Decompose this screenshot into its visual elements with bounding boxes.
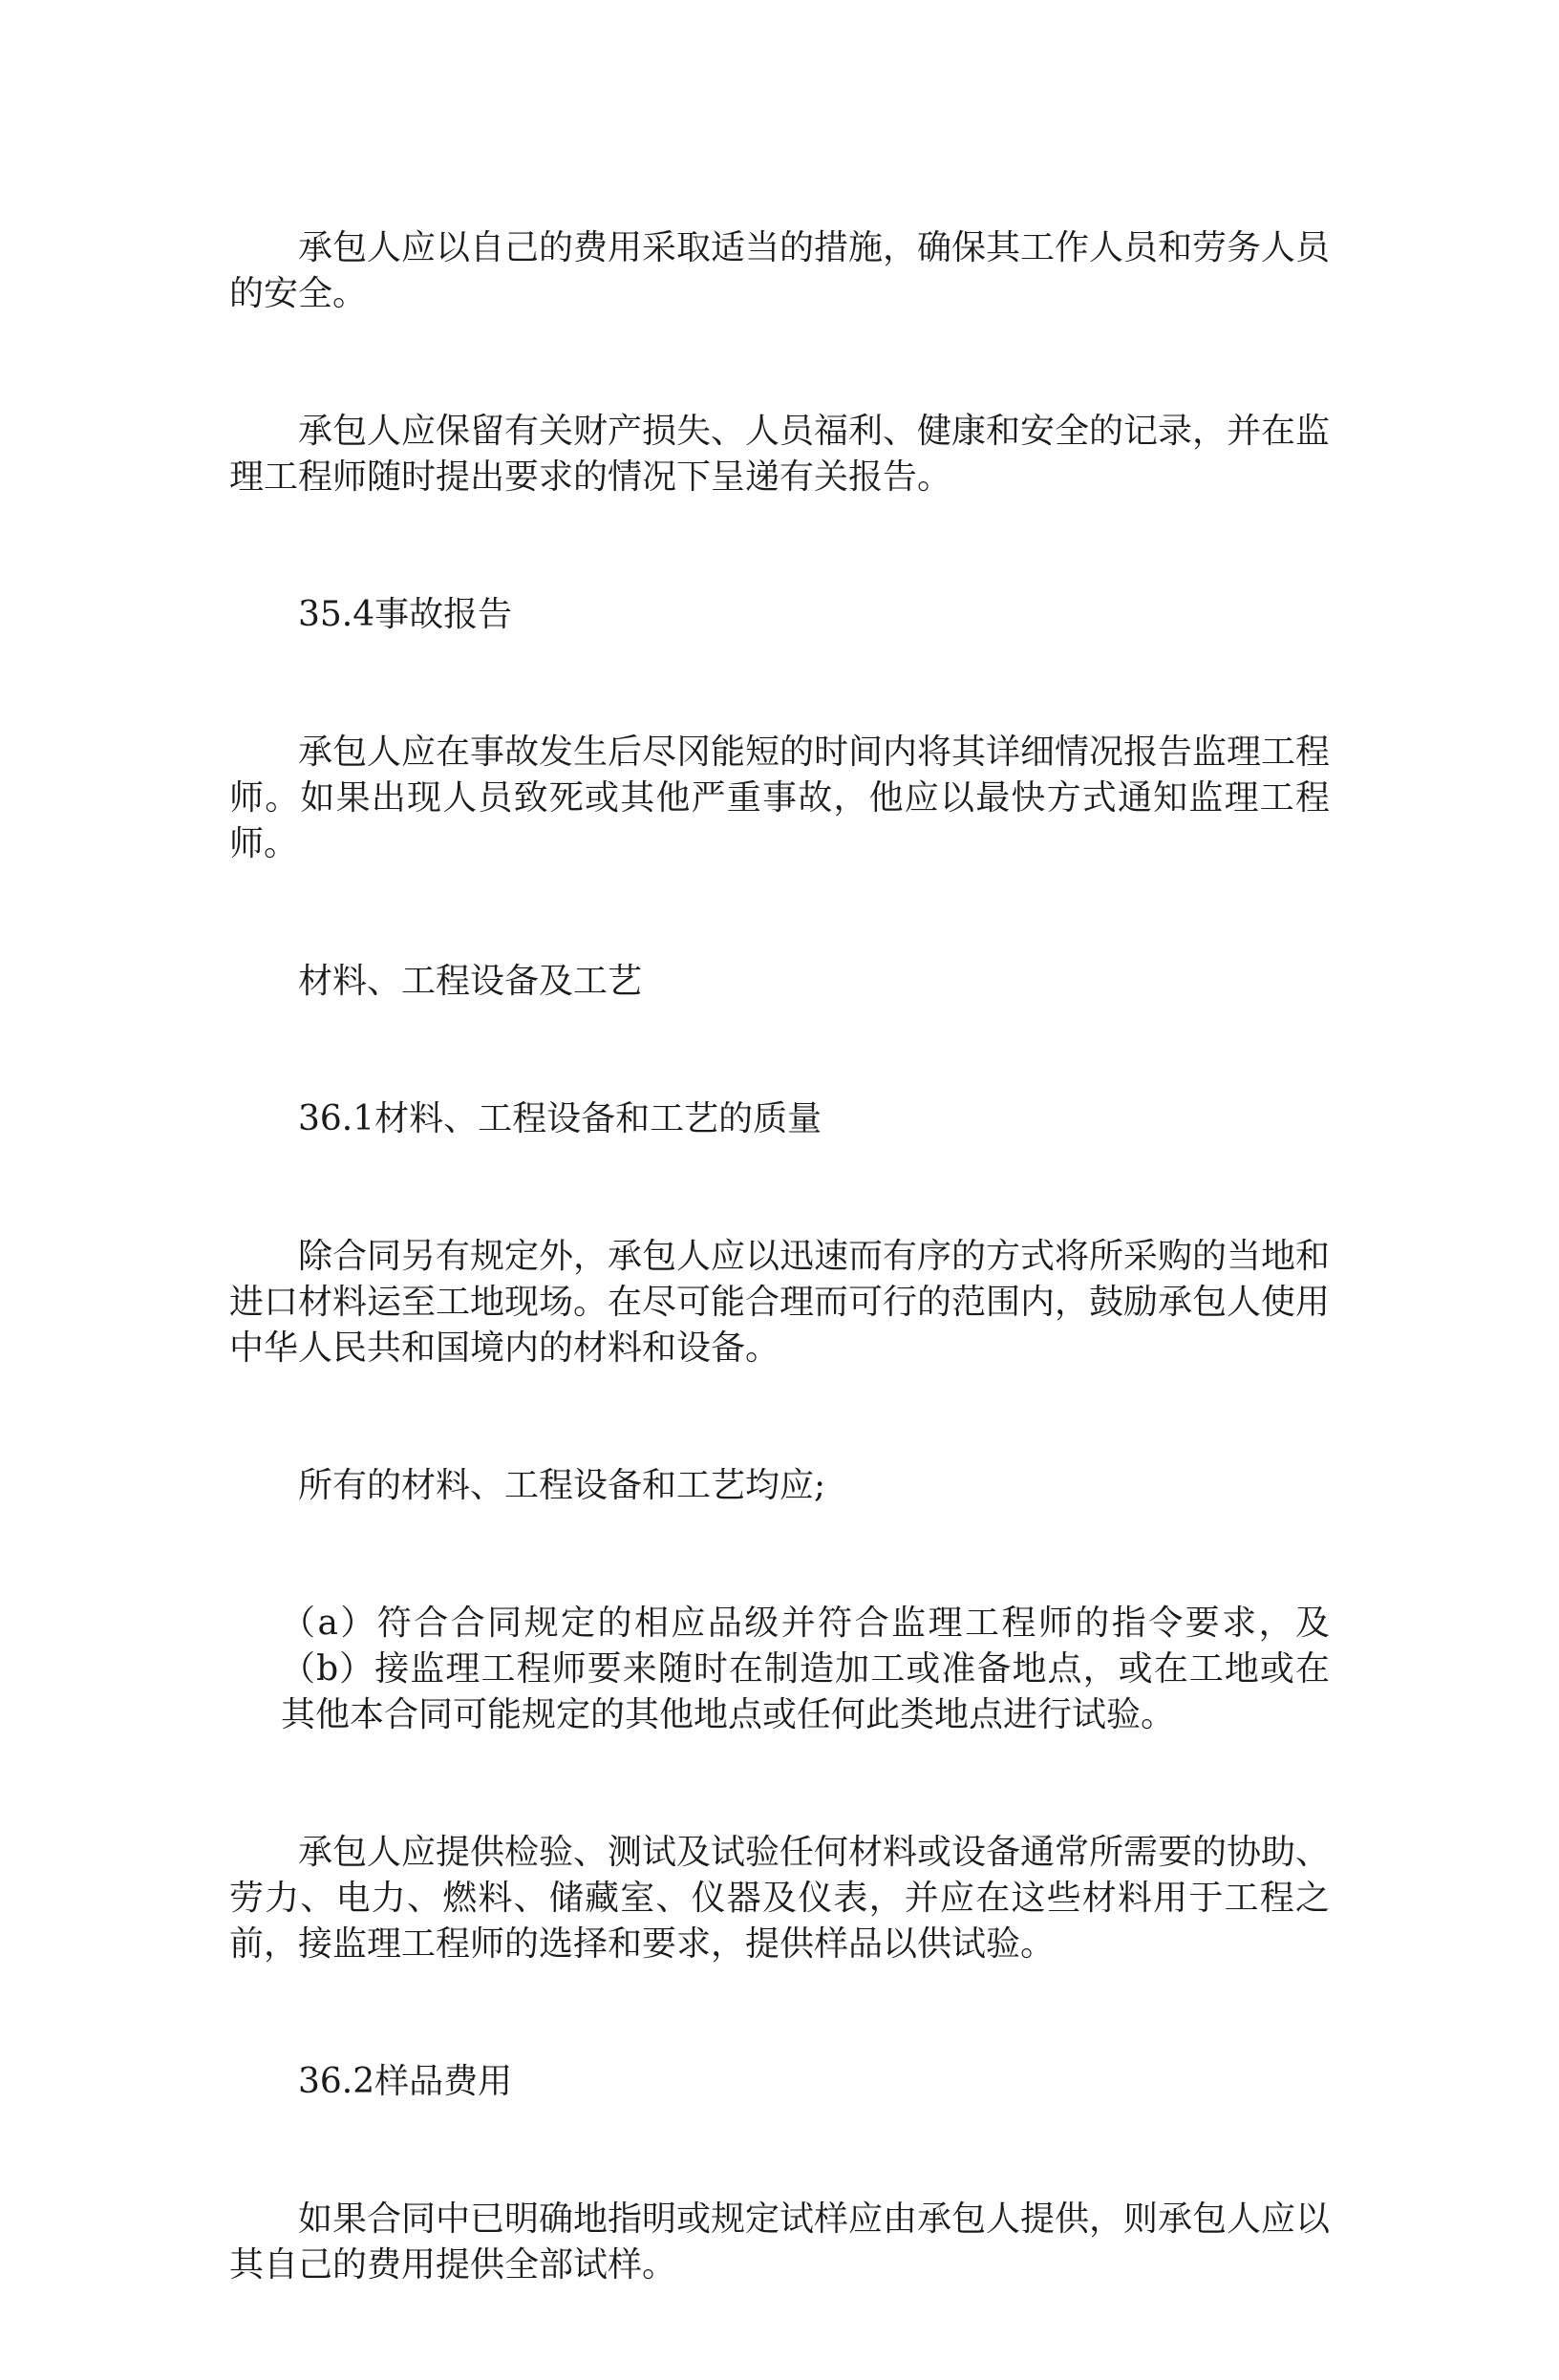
paragraph-all-materials: 所有的材料、工程设备和工艺均应; — [298, 1466, 826, 1505]
paragraph-material-transport: 除合同另有规定外，承包人应以迅速而有序的方式将所采购的当地和进口材料运至工地现场。在尽可能合理而可行的范围内，鼓励承包人使用中华人民共和国境内的材料和设备。 — [229, 1237, 1331, 1368]
paragraph-safety-measures: 承包人应以自己的费用采取适当的措施，确保其工作人员和劳务人员的安全。 — [229, 228, 1331, 313]
paragraph-requirements-list: （a）符合合同规定的相应品级并符合监理工程师的指令要求，及（b）接监理工程师要来随时在制造加工或准备地点，或在工地或在其他本合同可能规定的其他地点或任何此类地点进行试验。 — [281, 1604, 1330, 1734]
paragraph-records: 承包人应保留有关财产损失、人员福利、健康和安全的记录，并在监理工程师随时提出要求的情况下呈递有关报告。 — [229, 412, 1331, 497]
section-heading-36-1: 36.1材料、工程设备和工艺的质量 — [298, 1099, 822, 1138]
section-heading-35-4: 35.4事故报告 — [298, 595, 513, 634]
section-heading-36-2: 36.2样品费用 — [298, 2062, 513, 2101]
paragraph-accident-report: 承包人应在事故发生后尽冈能短的时间内将其详细情况报告监理工程师。如果出现人员致死或其他严重事故，他应以最快方式通知监理工程师。 — [229, 733, 1331, 863]
paragraph-sample-cost: 如果合同中已明确地指明或规定试样应由承包人提供，则承包人应以其自己的费用提供全部试样。 — [229, 2199, 1331, 2284]
paragraph-inspection-support: 承包人应提供检验、测试及试验任何材料或设备通常所需要的协助、劳力、电力、燃料、储藏室、仪器及仪表，并应在这些材料用于工程之前，接监理工程师的选择和要求，提供样品以供试验。 — [229, 1833, 1331, 1964]
document-body — [229, 225, 1330, 2380]
section-heading-materials: 材料、工程设备及工艺 — [298, 962, 643, 1001]
